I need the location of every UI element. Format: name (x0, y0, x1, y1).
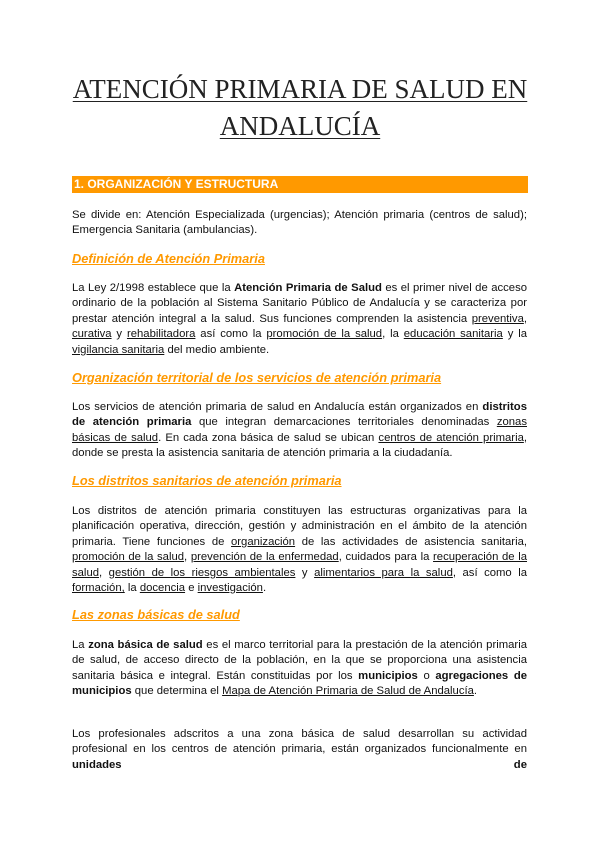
heading-zonas-basicas: Las zonas básicas de salud (72, 607, 240, 622)
text-run: Los profesionales adscritos a una zona básica de salud desarrollan su actividad profesional en los centros de atención primaria, están organizados funcionalmente en (72, 728, 527, 756)
text-run: o (417, 669, 436, 682)
document-title-line-2: ANDALUCÍA (219, 111, 381, 141)
text-run: e (185, 582, 198, 595)
text-run: es el marco territorial para la prestación de la atención primaria de salud, de acceso directo de la población, en la que se proporciona una asistencia sanitaria básica e integral. Están constituidas por los (72, 639, 527, 682)
text-run: , (523, 312, 527, 325)
text-run: la (124, 582, 140, 595)
heading-definicion: Definición de Atención Primaria (72, 251, 265, 266)
text-run: , (184, 551, 191, 564)
paragraph-distritos (72, 504, 527, 596)
bold-text: Atención Primaria de Salud (234, 282, 382, 294)
bold-text: zona básica de salud (88, 639, 203, 651)
underlined-text: promoción de la salud (266, 328, 383, 341)
underlined-text: educación sanitaria (403, 328, 503, 341)
section-header-bar: 1. ORGANIZACIÓN Y ESTRUCTURA (72, 176, 528, 193)
underlined-text: docencia (139, 582, 186, 595)
underlined-text: prevención de la enfermedad (190, 551, 339, 564)
heading-distritos: Los distritos sanitarios de atención primaria (72, 473, 342, 488)
underlined-text: zonas básicas de salud (72, 416, 527, 444)
text-run: , la (382, 328, 404, 341)
text-run: Los distritos de atención primaria constituyen las estructuras organizativas para la planificación operativa, dirección, gestión y administración en el ámbito de la atención primaria. Tiene funciones de (72, 505, 527, 548)
text-run: del medio ambiente. (164, 343, 270, 356)
paragraph-profesionales (72, 727, 527, 773)
text-run: y (111, 328, 127, 341)
text-run: . En cada zona básica de salud se ubican (158, 431, 379, 444)
text-run: es el primer nivel de acceso ordinario de la población al Sistema Sanitario Público de Andalucía y se caracteriza por prestar atención integral a la salud. Sus funciones comprenden la asistencia (72, 282, 527, 325)
bold-text: agregaciones de municipios (72, 669, 528, 698)
paragraph-organizacion (72, 400, 527, 462)
underlined-text: recuperación de la salud (72, 551, 528, 579)
text-run: La Ley 2/1998 establece que la (72, 282, 235, 294)
underlined-text: gestión de los riesgos ambientales (108, 566, 296, 579)
text-run: de las actividades de asistencia sanitaria, (295, 535, 527, 548)
underlined-text: promoción de la salud (72, 551, 185, 564)
text-run: Los servicios de atención primaria de salud en Andalucía están organizados en (72, 401, 483, 413)
text-run: La (72, 639, 89, 651)
underlined-text: rehabilitadora (126, 328, 196, 341)
heading-organizacion-territorial: Organización territorial de los servicios de atención primaria (72, 370, 442, 385)
paragraph-definicion (72, 281, 527, 358)
document-title-line-1: ATENCIÓN PRIMARIA DE SALUD EN (72, 74, 528, 104)
text-run: , así como la (452, 566, 528, 579)
underlined-text: curativa (72, 328, 112, 341)
paragraph-zonas (72, 638, 527, 700)
underlined-text: Mapa de Atención Primaria de Salud de Andalucía (222, 685, 474, 698)
text-run: así como la (195, 328, 267, 341)
text-run: , cuidados para la (338, 551, 434, 564)
text-run: . (262, 582, 267, 595)
text-run: . (473, 685, 478, 698)
underlined-text: alimentarios para la salud (314, 566, 453, 579)
intro-paragraph (72, 208, 527, 239)
text-run: , donde se presta la asistencia sanitaria de atención primaria a la ciudadanía. (72, 431, 527, 460)
text-run: que determina el (131, 685, 223, 698)
bold-text: distritos de atención primaria (72, 401, 527, 429)
underlined-text: centros de atención primaria (378, 431, 524, 444)
bold-text: municipios (358, 669, 418, 682)
underlined-text: organización (231, 535, 296, 548)
text-run: que integran demarcaciones territoriales denominadas (191, 416, 497, 429)
underlined-text: investigación (197, 582, 263, 595)
underlined-text: vigilancia sanitaria (72, 343, 165, 356)
text-run: y la (502, 328, 528, 341)
underlined-text: preventiva (471, 312, 524, 325)
text-run: , (99, 566, 109, 579)
underlined-text: formación, (72, 582, 125, 595)
bold-text: unidades de (72, 758, 527, 771)
text-run: Se divide en: Atención Especializada (urgencias); Atención primaria (centros de salud); Emergencia Sanitaria (ambulancias). (72, 209, 527, 237)
text-run: y (295, 566, 315, 579)
